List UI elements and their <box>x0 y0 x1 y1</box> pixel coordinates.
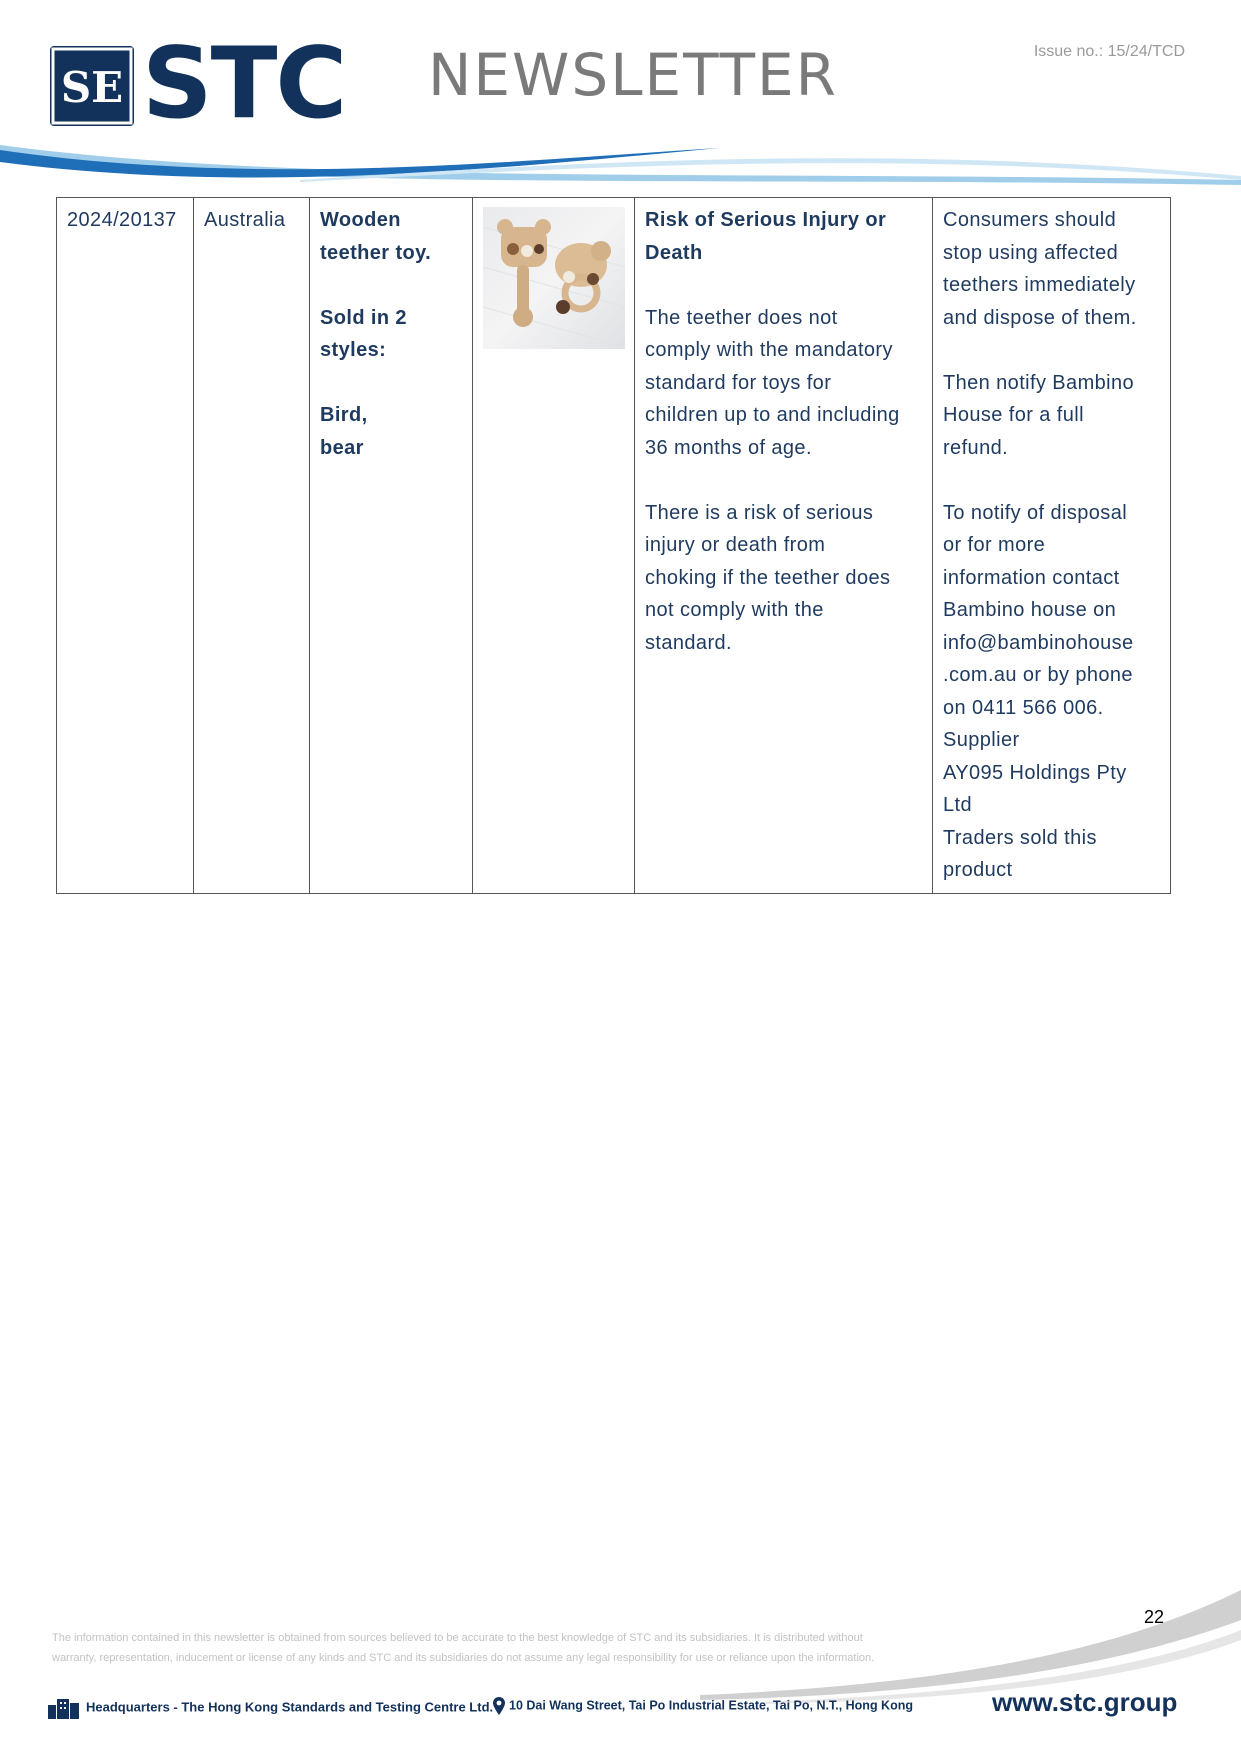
hazard-text: There is a risk of serious <box>645 501 874 524</box>
product-styles: styles: <box>320 339 387 361</box>
reference-cell <box>57 198 194 894</box>
address-text: 10 Dai Wang Street, Tai Po Industrial Estate, Tai Po, N.T., Hong Kong <box>509 1698 913 1713</box>
product-styles: Sold in 2 <box>320 306 407 329</box>
hazard-title: Risk of Serious Injury or <box>645 209 887 231</box>
headquarters <box>46 1697 493 1719</box>
hazard-cell <box>635 198 933 894</box>
reference-number: 2024/20137 <box>67 209 177 231</box>
hazard-text: standard. <box>645 631 732 654</box>
image-cell <box>473 198 635 894</box>
measures-text: information contact <box>943 566 1120 589</box>
address <box>493 1697 913 1715</box>
product-name: Wooden <box>320 209 401 231</box>
contact-email[interactable]: info@bambinohouse <box>943 631 1134 654</box>
measures-text: Then notify Bambino <box>943 371 1135 394</box>
wooden-teether-photo-icon <box>483 207 625 349</box>
svg-text:SE: SE <box>60 63 124 112</box>
disclaimer-line: The information contained in this newsletter is obtained from sources believed to be accurate to the best knowledge of STC and its subsidiaries. It is distributed without <box>52 1632 863 1644</box>
header-swoosh <box>0 140 1241 200</box>
hazard-text: not comply with the <box>645 599 824 621</box>
disclaimer-line: warranty, representation, inducement or license of any kinds and STC and its subsidiaries do not assume any legal responsibility for use or reliance upon the information. <box>52 1652 875 1664</box>
measures-text: Consumers should <box>943 209 1117 231</box>
stc-logo-text: STC <box>142 27 346 141</box>
supplier-name: AY095 Holdings Pty <box>943 761 1127 784</box>
hazard-text: injury or death from <box>645 534 826 556</box>
supplier-label: Supplier <box>943 729 1020 751</box>
hazard-text: The teether does not <box>645 306 838 329</box>
location-pin-icon <box>493 1697 505 1715</box>
measures-cell <box>933 198 1171 894</box>
measures-text: teethers immediately <box>943 274 1136 296</box>
table-row <box>57 198 1171 894</box>
product-photo <box>483 207 625 349</box>
page-header <box>0 0 1241 200</box>
hazard-text: children up to and including <box>645 404 900 426</box>
product-name: teether toy. <box>320 241 432 264</box>
page-number: 22 <box>1144 1607 1165 1627</box>
country: Australia <box>204 209 286 231</box>
hazard-text: choking if the teether does <box>645 566 891 589</box>
hazard-text: 36 months of age. <box>645 436 812 459</box>
measures-text: To notify of disposal <box>943 501 1128 524</box>
measures-text: House for a full <box>943 404 1084 426</box>
traders-text: Traders sold this <box>943 826 1097 849</box>
contact-phone: on 0411 566 006. <box>943 696 1104 719</box>
product-style-item: Bird, <box>320 404 368 426</box>
supplier-name: Ltd <box>943 794 973 816</box>
contact-email[interactable]: .com.au or by phone <box>943 664 1133 686</box>
measures-text: and dispose of them. <box>943 306 1137 329</box>
product-style-item: bear <box>320 436 364 459</box>
hazard-text: standard for toys for <box>645 371 832 394</box>
product-cell <box>310 198 473 894</box>
traders-text: product <box>943 859 1013 881</box>
stc-logo-mark <box>50 46 134 126</box>
hazard-title: Death <box>645 241 703 264</box>
website-link[interactable]: www.stc.group <box>992 1687 1178 1717</box>
recall-table <box>56 197 1171 894</box>
country-cell <box>194 198 310 894</box>
building-icon <box>46 1697 80 1719</box>
se-monogram-icon <box>50 46 134 126</box>
hazard-text: comply with the mandatory <box>645 339 893 361</box>
headquarters-text: Headquarters - The Hong Kong Standards and Testing Centre Ltd. <box>86 1699 494 1715</box>
measures-text: Bambino house on <box>943 599 1117 621</box>
measures-text: stop using affected <box>943 241 1119 264</box>
disclaimer <box>52 1628 982 1668</box>
measures-text: refund. <box>943 436 1009 459</box>
issue-number: Issue no.: 15/24/TCD <box>1033 43 1185 60</box>
newsletter-title: NEWSLETTER <box>428 41 838 109</box>
footer-bar <box>46 1687 1196 1725</box>
stc-logo <box>50 27 350 141</box>
measures-text: or for more <box>943 534 1046 556</box>
